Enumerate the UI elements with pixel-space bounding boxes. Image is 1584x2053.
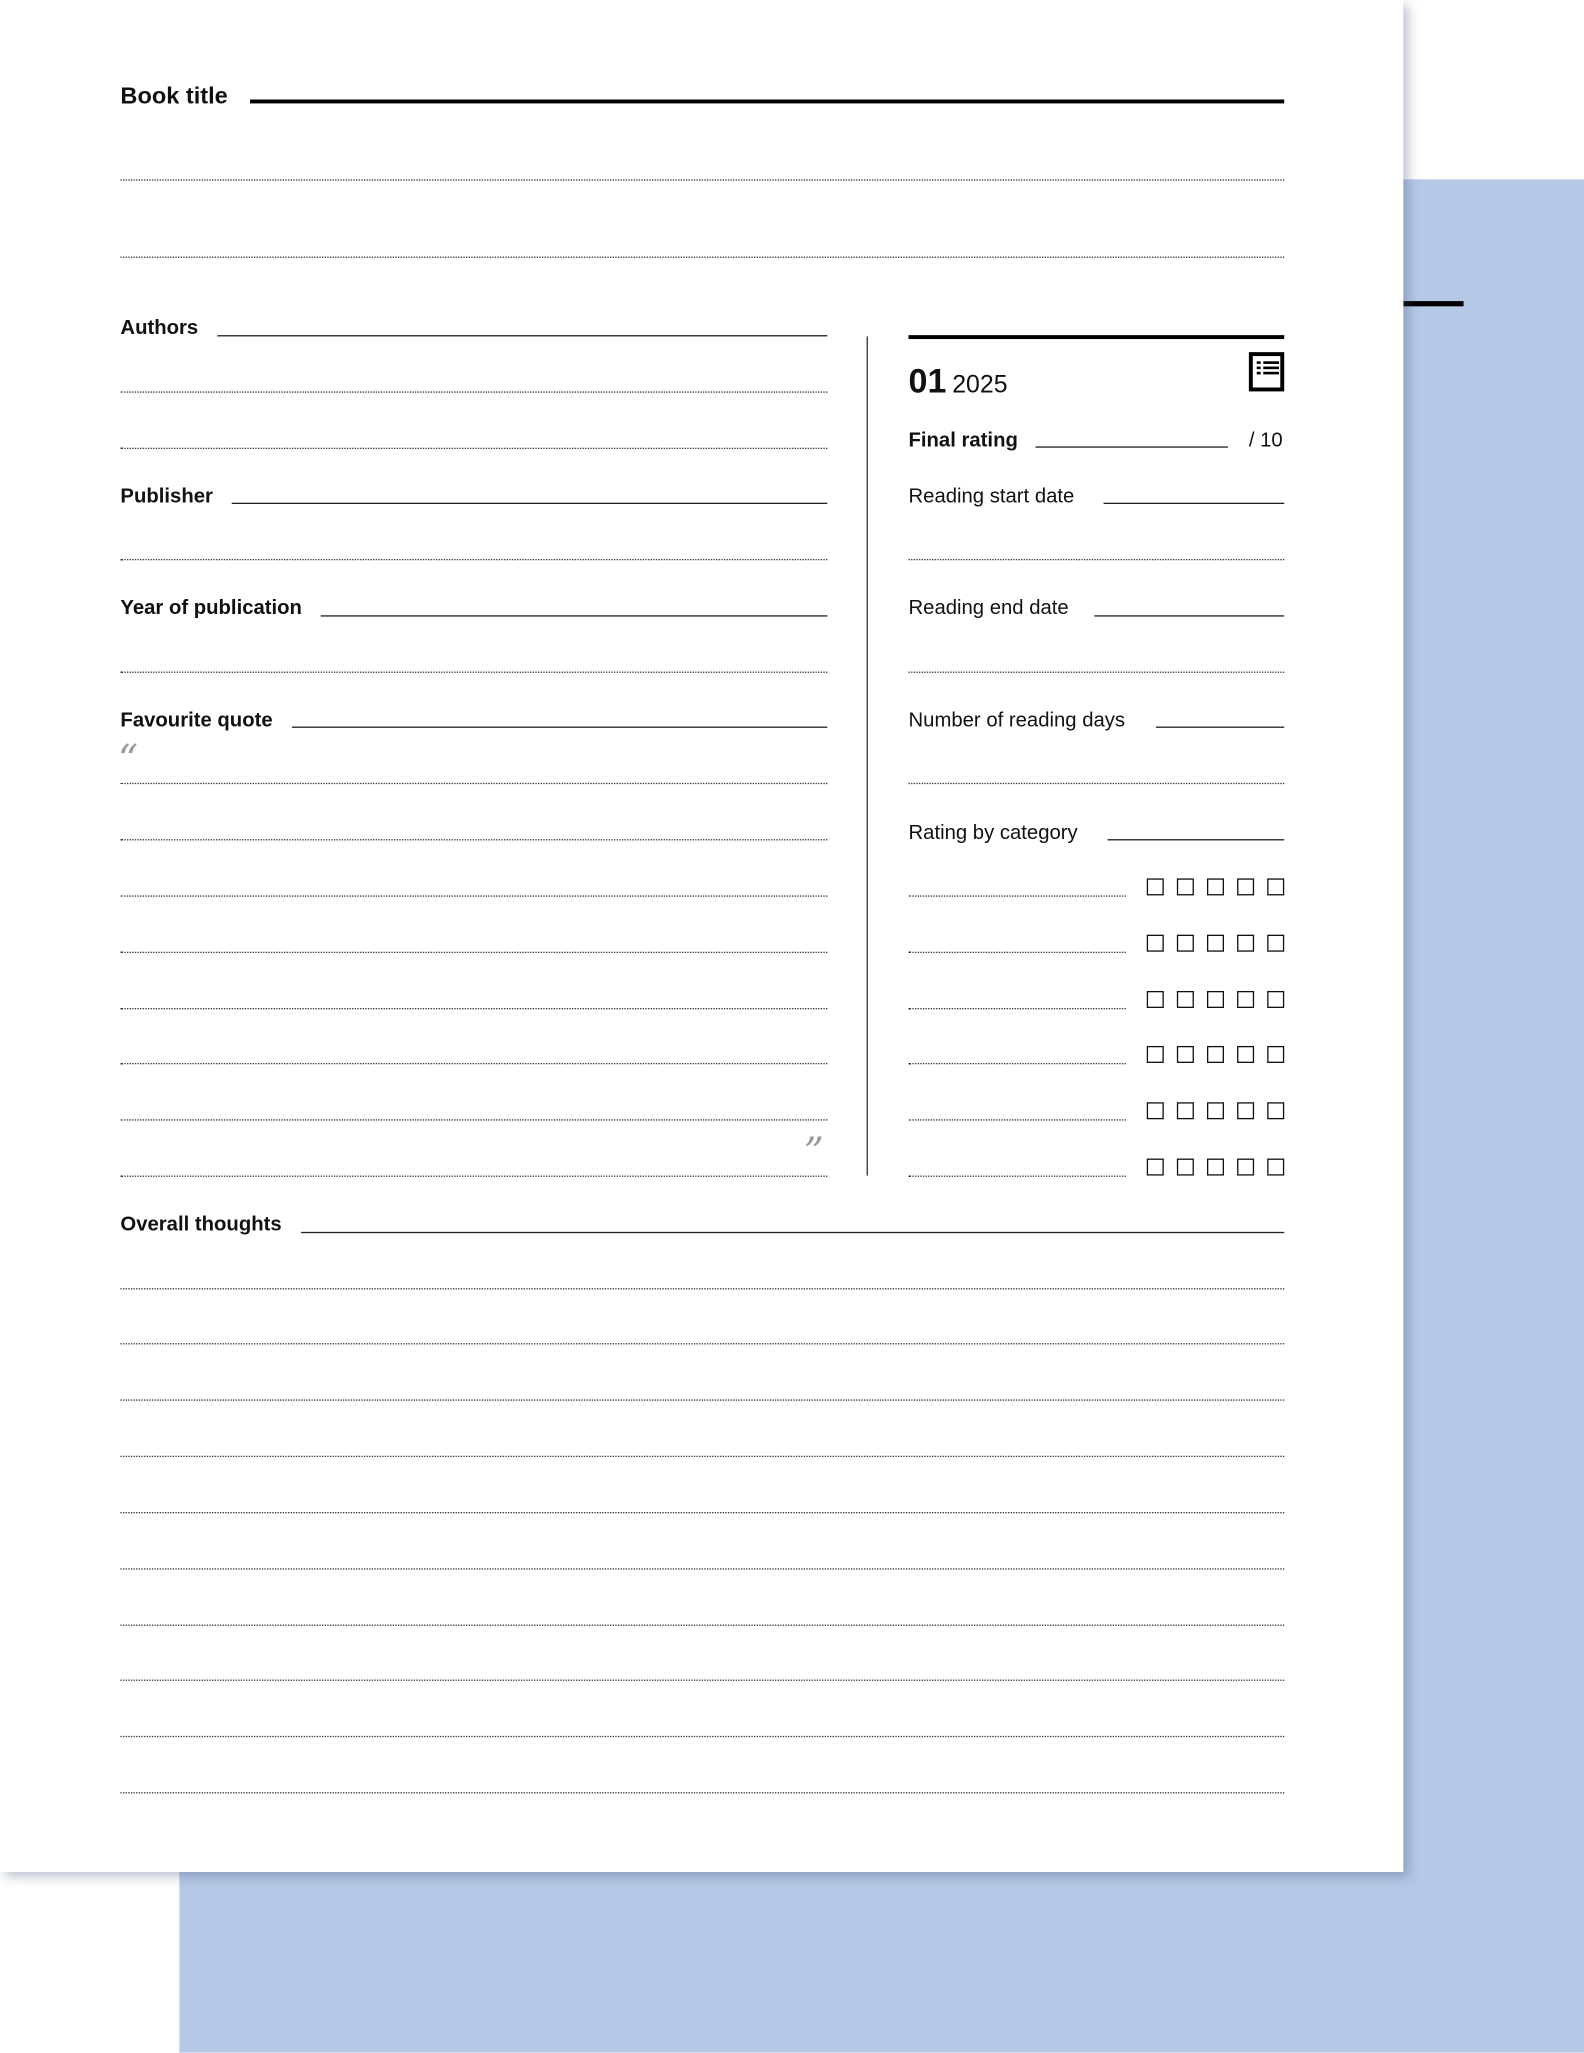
category-rating-checkbox[interactable] — [1177, 991, 1194, 1008]
category-rating-checkbox[interactable] — [1147, 935, 1164, 952]
year-label: Year of publication — [120, 596, 302, 620]
overall-thoughts-line[interactable] — [120, 1343, 1284, 1344]
category-rating-checkbox[interactable] — [1207, 1102, 1224, 1119]
authors-line[interactable] — [120, 391, 827, 392]
book-title-line[interactable] — [120, 257, 1284, 258]
category-rating-checkbox[interactable] — [1267, 1102, 1284, 1119]
authors-field[interactable] — [217, 335, 827, 336]
close-quote-icon: ” — [803, 1129, 824, 1176]
category-rating-checkbox[interactable] — [1237, 1102, 1254, 1119]
category-name-line[interactable] — [909, 952, 1126, 953]
book-title-line[interactable] — [120, 179, 1284, 180]
quote-field[interactable] — [292, 727, 827, 728]
category-rating-checkbox[interactable] — [1237, 1159, 1254, 1176]
category-rating-checkbox[interactable] — [1177, 1102, 1194, 1119]
publisher-label: Publisher — [120, 485, 213, 508]
overall-thoughts-line[interactable] — [120, 1399, 1284, 1400]
category-rating-checkbox[interactable] — [1207, 935, 1224, 952]
category-rating-checkbox[interactable] — [1147, 878, 1164, 895]
overall-thoughts-field[interactable] — [301, 1232, 1284, 1233]
category-rating-checkbox[interactable] — [1177, 878, 1194, 895]
category-name-line[interactable] — [909, 1119, 1126, 1120]
authors-line[interactable] — [120, 448, 827, 449]
year-field[interactable] — [321, 615, 828, 616]
category-rating-checkbox[interactable] — [1147, 1102, 1164, 1119]
publisher-line[interactable] — [120, 559, 827, 560]
final-rating-label: Final rating — [908, 429, 1018, 452]
header-rule — [909, 335, 1285, 339]
book-title-label: Book title — [120, 82, 228, 109]
year-line[interactable] — [120, 672, 827, 673]
start-date-field[interactable] — [1104, 503, 1285, 504]
category-rating-checkbox[interactable] — [1207, 1159, 1224, 1176]
overall-thoughts-line[interactable] — [120, 1625, 1284, 1626]
overall-thoughts-line[interactable] — [120, 1680, 1284, 1681]
overall-thoughts-label: Overall thoughts — [120, 1213, 282, 1236]
overall-thoughts-line[interactable] — [120, 1512, 1284, 1513]
category-name-line[interactable] — [909, 895, 1126, 896]
category-rating-checkbox[interactable] — [1267, 935, 1284, 952]
category-rating-checkbox[interactable] — [1147, 1046, 1164, 1063]
category-rating-checkbox[interactable] — [1237, 1046, 1254, 1063]
category-name-line[interactable] — [909, 1063, 1126, 1064]
category-rating-checkbox[interactable] — [1177, 935, 1194, 952]
quote-line[interactable] — [120, 1176, 827, 1177]
category-rating-checkbox[interactable] — [1207, 991, 1224, 1008]
quote-line[interactable] — [120, 952, 827, 953]
end-date-label: Reading end date — [908, 596, 1069, 620]
category-rating-checkbox[interactable] — [1237, 935, 1254, 952]
reading-days-line[interactable] — [909, 783, 1285, 784]
start-date-label: Reading start date — [908, 485, 1075, 508]
entry-number: 01 — [908, 361, 947, 401]
quote-label: Favourite quote — [120, 709, 273, 732]
category-rating-checkbox[interactable] — [1267, 1159, 1284, 1176]
quote-line[interactable] — [120, 1119, 827, 1120]
category-rating-checkbox[interactable] — [1177, 1159, 1194, 1176]
category-rating-checkbox[interactable] — [1177, 1046, 1194, 1063]
quote-line[interactable] — [120, 839, 827, 840]
column-divider — [867, 336, 868, 1175]
category-rating-field[interactable] — [1107, 839, 1284, 840]
category-rating-checkbox[interactable] — [1207, 1046, 1224, 1063]
quote-line[interactable] — [120, 783, 827, 784]
category-rating-label: Rating by category — [908, 822, 1078, 845]
start-date-line[interactable] — [909, 559, 1285, 560]
quote-line[interactable] — [120, 1008, 827, 1009]
end-date-field[interactable] — [1094, 615, 1284, 616]
publisher-field[interactable] — [232, 503, 828, 504]
overall-thoughts-line[interactable] — [120, 1568, 1284, 1569]
end-date-line[interactable] — [909, 672, 1285, 673]
book-title-field[interactable] — [250, 99, 1284, 103]
reading-days-label: Number of reading days — [908, 709, 1126, 732]
quote-line[interactable] — [120, 1063, 827, 1064]
category-rating-checkbox[interactable] — [1207, 878, 1224, 895]
quote-line[interactable] — [120, 895, 827, 896]
list-document-icon — [1249, 352, 1284, 391]
overall-thoughts-line[interactable] — [120, 1456, 1284, 1457]
category-rating-checkbox[interactable] — [1267, 991, 1284, 1008]
category-name-line[interactable] — [909, 1176, 1126, 1177]
overall-thoughts-line[interactable] — [120, 1792, 1284, 1793]
category-rating-checkbox[interactable] — [1267, 878, 1284, 895]
category-rating-checkbox[interactable] — [1237, 991, 1254, 1008]
open-quote-icon: “ — [117, 737, 138, 783]
final-rating-field[interactable] — [1035, 446, 1227, 447]
overall-thoughts-line[interactable] — [120, 1736, 1284, 1737]
overall-thoughts-line[interactable] — [120, 1288, 1284, 1289]
category-rating-checkbox[interactable] — [1147, 991, 1164, 1008]
reading-days-field[interactable] — [1156, 727, 1284, 728]
entry-year: 2025 — [952, 371, 1008, 400]
final-rating-scale: / 10 — [1248, 429, 1283, 452]
category-rating-checkbox[interactable] — [1267, 1046, 1284, 1063]
authors-label: Authors — [120, 316, 199, 340]
page-tab-marker — [1403, 301, 1463, 306]
category-name-line[interactable] — [909, 1008, 1126, 1009]
category-rating-checkbox[interactable] — [1237, 878, 1254, 895]
category-rating-checkbox[interactable] — [1147, 1159, 1164, 1176]
